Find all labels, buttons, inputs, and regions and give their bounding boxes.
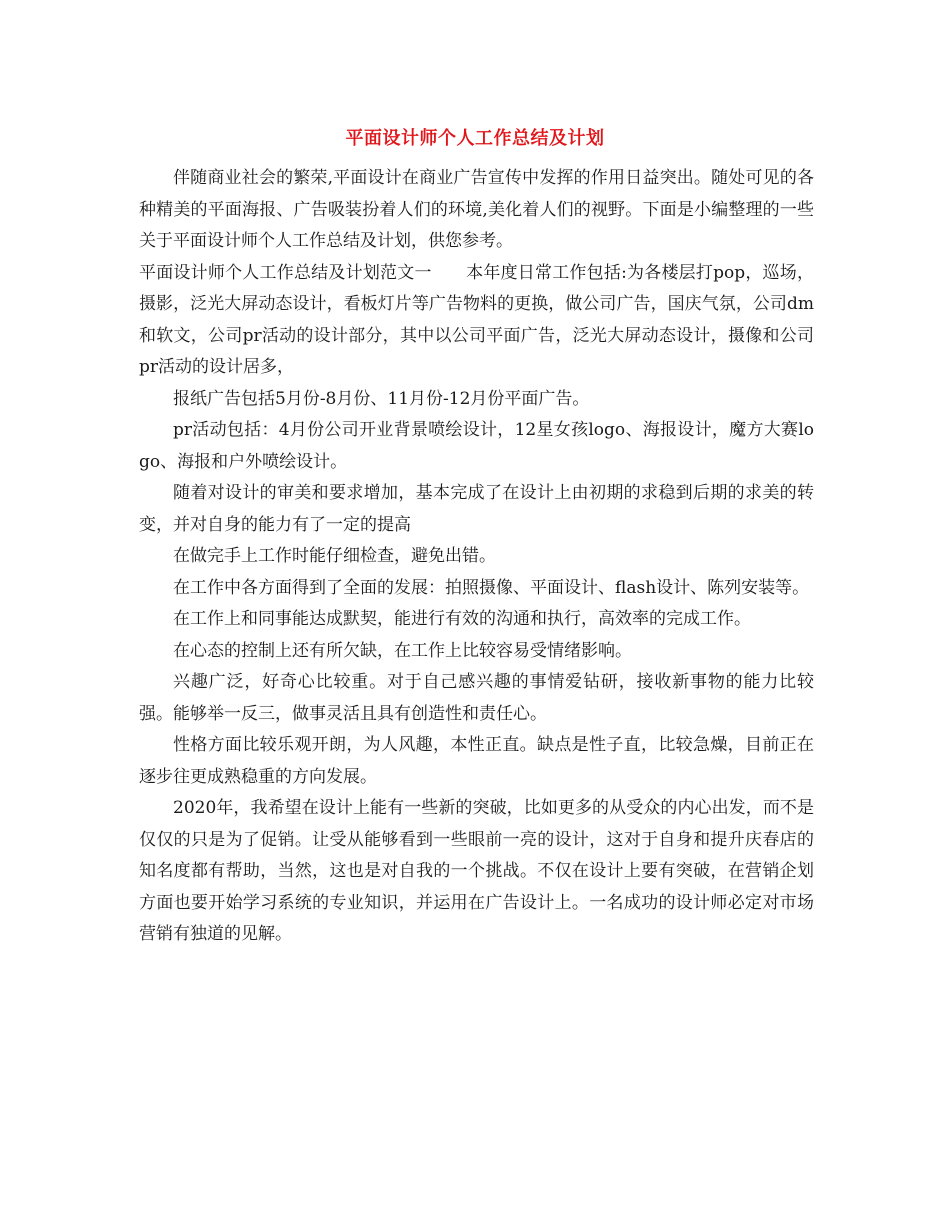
paragraph-plan-2020: 2020年，我希望在设计上能有一些新的突破，比如更多的从受众的内心出发，而不是仅仅的只是为了促销。让受从能够看到一些眼前一亮的设计，这对于自身和提升庆春店的知名度都有帮助，当然，这也是对自我的一个挑战。不仅在设计上要有突破，在营销企划方面也要开始学习系统的专业知识，并运用在广告设计上。一名成功的设计师必定对市场营销有独道的见解。 bbox=[139, 798, 814, 944]
paragraph-sample-one: 平面设计师个人工作总结及计划范文一 本年度日常工作包括:为各楼层打pop，巡场，摄影，泛光大屏动态设计，看板灯片等广告物料的更换，做公司广告，国庆气氛，公司dm和软文，公司pr活动的设计部分，其中以公司平面广告，泛光大屏动态设计，摄像和公司pr活动的设计居多， bbox=[139, 262, 814, 377]
paragraph-intro: 伴随商业社会的繁荣,平面设计在商业广告宣传中发挥的作用日益突出。随处可见的各种精美的平面海报、广告吸装扮着人们的环境,美化着人们的视野。下面是小编整理的一些关于平面设计师个人工作总结及计划，供您参考。 bbox=[139, 168, 814, 251]
paragraph-all-round-development: 在工作中各方面得到了全面的发展：拍照摄像、平面设计、flash设计、陈列安装等。 bbox=[173, 577, 810, 598]
paragraph-interests: 兴趣广泛，好奇心比较重。对于自己感兴趣的事情爱钻研，接收新事物的能力比较强。能够举一反三，做事灵活且具有创造性和责任心。 bbox=[139, 672, 814, 724]
paragraph-newspaper-ads: 报纸广告包括5月份-8月份、11月份-12月份平面广告。 bbox=[173, 388, 590, 409]
paragraph-pr-activities: pr活动包括：4月份公司开业背景喷绘设计，12星女孩logo、海报设计，魔方大赛logo、海报和户外喷绘设计。 bbox=[139, 420, 814, 472]
document-title: 平面设计师个人工作总结及计划 bbox=[345, 128, 605, 149]
document-body bbox=[139, 163, 814, 951]
paragraph-careful-check: 在做完手上工作时能仔细检查，避免出错。 bbox=[173, 546, 496, 566]
paragraph-personality: 性格方面比较乐观开朗，为人风趣，本性正直。缺点是性子直，比较急燥，目前正在逐步往更成熟稳重的方向发展。 bbox=[139, 735, 814, 787]
paragraph-mindset: 在心态的控制上还有所欠缺，在工作上比较容易受情绪影响。 bbox=[173, 640, 632, 661]
paragraph-teamwork: 在工作上和同事能达成默契，能进行有效的沟通和执行，高效率的完成工作。 bbox=[173, 609, 751, 629]
paragraph-design-improvement: 随着对设计的审美和要求增加，基本完成了在设计上由初期的求稳到后期的求美的转变，并对自身的能力有了一定的提高 bbox=[139, 483, 814, 535]
